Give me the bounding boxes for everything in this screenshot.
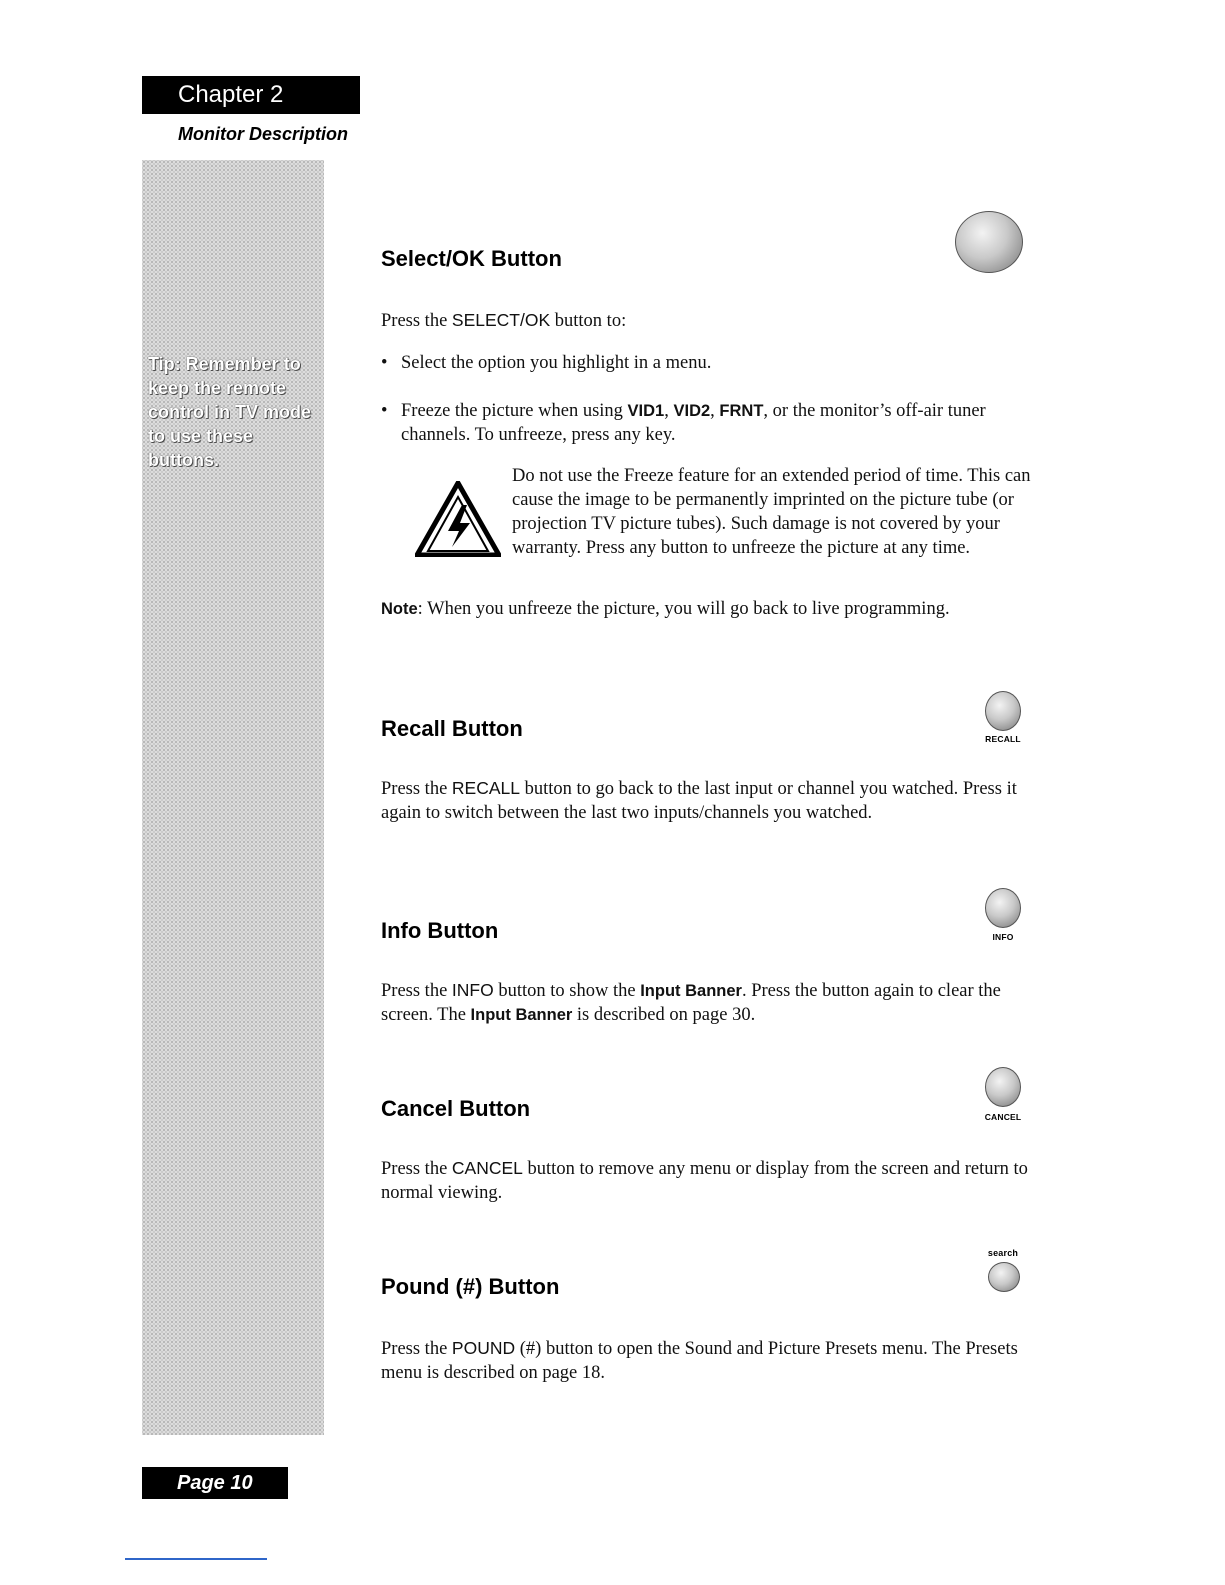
cancel-heading: Cancel Button — [381, 1096, 531, 1121]
select-ok-button-icon — [955, 211, 1023, 273]
warning-icon — [415, 481, 501, 557]
page-number-tab — [142, 1467, 288, 1499]
recall-icon-label: RECALL — [985, 734, 1021, 744]
chapter-label: Chapter 2 — [178, 81, 284, 108]
cancel-button-icon — [985, 1067, 1021, 1107]
pound-button-icon — [988, 1262, 1020, 1292]
info-text: Press the INFO button to show the Input Banner. Press the button again to clear the screen. The Input Banner is described on page 30. — [381, 980, 1001, 1025]
page-number: Page 10 — [177, 1472, 253, 1494]
sidebar-tip: Tip: Remember to keep the remote control in TV mode to use these buttons. — [148, 354, 312, 470]
cancel-icon-label: CANCEL — [984, 1112, 1022, 1122]
recall-text: Press the RECALL button to go back to the last input or channel you watched. Press it again to switch between the last two inputs/channels you watched. — [381, 778, 1017, 823]
bottom-rule — [125, 1558, 267, 1560]
freeze-warning: Do not use the Freeze feature for an extended period of time. This can cause the image to be permanently imprinted on the picture tube (or projection TV picture tubes). Such damage is not covered by your warranty. Press any button to unfreeze the picture at any time. — [512, 466, 1031, 558]
pound-heading: Pound (#) Button — [381, 1274, 560, 1299]
info-icon-label: INFO — [992, 932, 1014, 942]
select-intro: Press the SELECT/OK button to: — [381, 310, 627, 331]
chapter-subtitle: Monitor Description — [178, 124, 348, 144]
cancel-text: Press the CANCEL button to remove any menu or display from the screen and return to normal viewing. — [381, 1158, 1028, 1203]
select-note: Note: When you unfreeze the picture, you will go back to live programming. — [381, 599, 950, 619]
recall-button-icon — [985, 691, 1021, 731]
chapter-tab — [142, 76, 360, 114]
info-button-icon — [985, 888, 1021, 928]
recall-heading: Recall Button — [381, 716, 523, 741]
info-heading: Info Button — [381, 918, 499, 943]
select-ok-heading: Select/OK Button — [381, 246, 562, 271]
pound-icon-label: search — [987, 1248, 1019, 1258]
pound-text: Press the POUND (#) button to open the Sound and Picture Presets menu. The Presets menu is described on page 18. — [381, 1338, 1018, 1383]
